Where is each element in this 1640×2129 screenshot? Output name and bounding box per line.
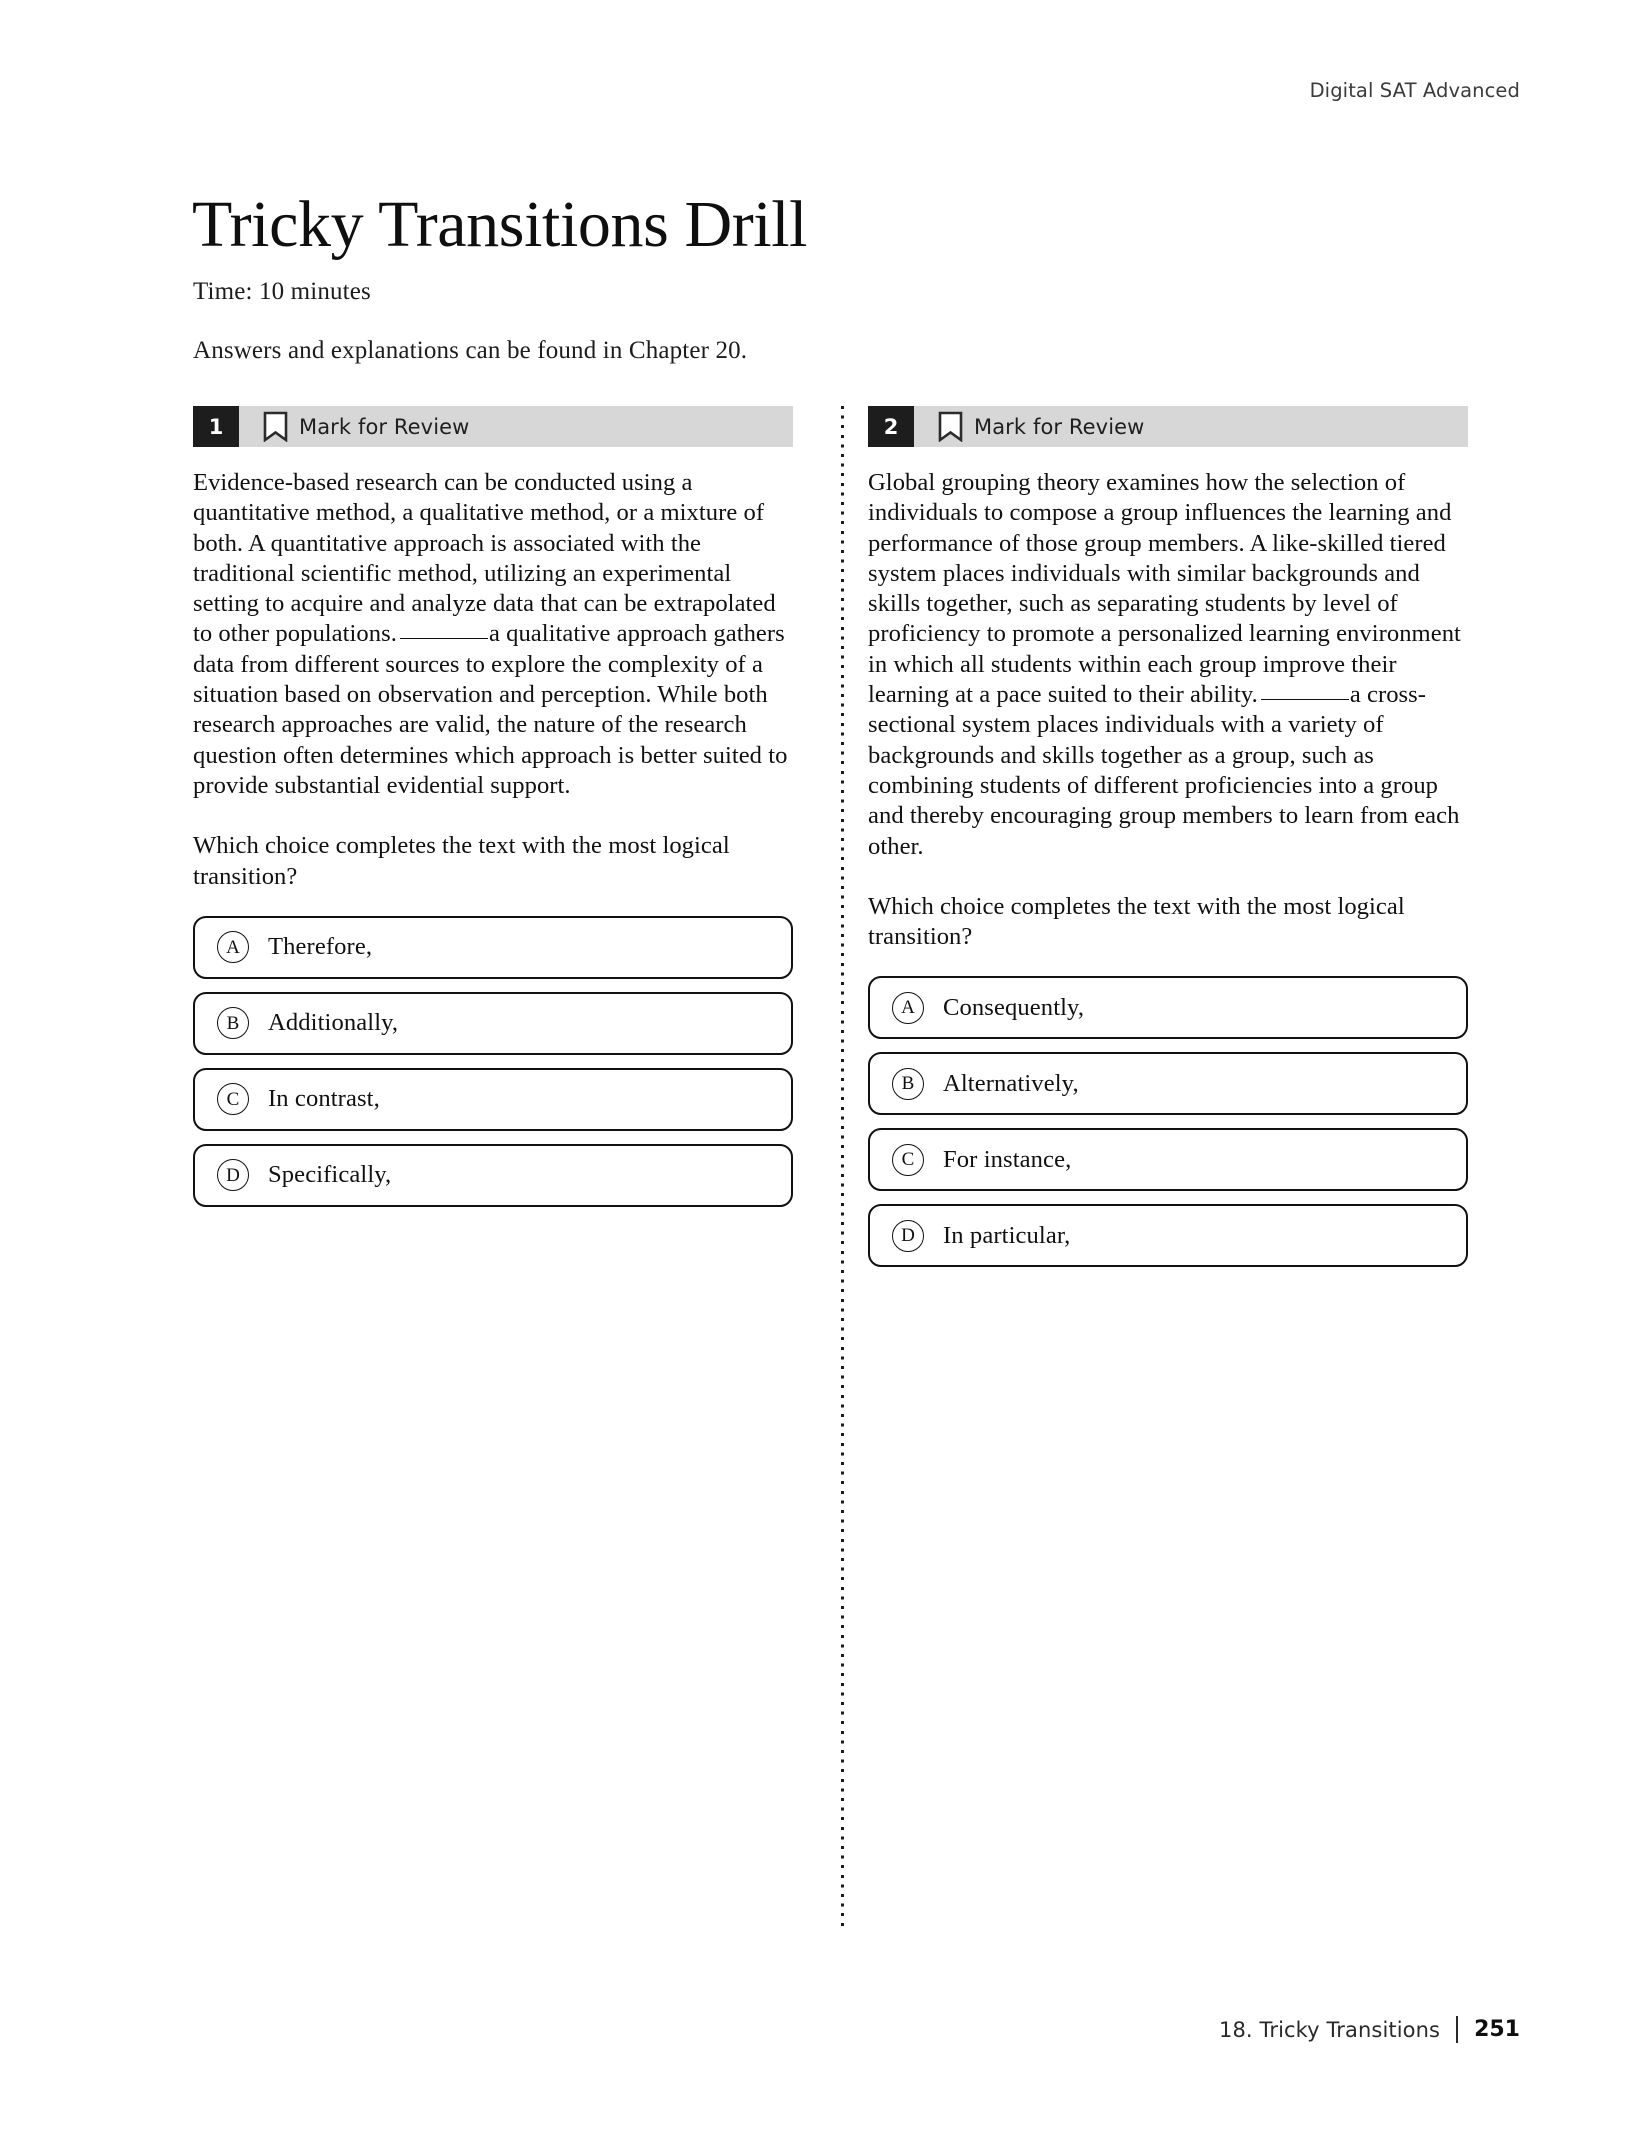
choice-letter: D <box>217 1159 249 1191</box>
passage-text-after-blank: a cross-sectional system places individuals with a variety of backgrounds and skills together as a group, such as combining students of different proficiencies into a group and thereby encouraging group members to learn from each other. <box>868 681 1460 860</box>
drill-answers-note: Answers and explanations can be found in Chapter 20. <box>193 337 748 364</box>
question-passage <box>193 468 793 801</box>
footer-divider <box>1456 2016 1458 2043</box>
question-passage <box>868 468 1468 862</box>
answer-choices <box>868 976 1468 1267</box>
bookmark-icon <box>938 411 963 442</box>
answer-choice-b[interactable] <box>193 992 793 1055</box>
question-2 <box>868 406 1468 1267</box>
answer-choice-a[interactable] <box>868 976 1468 1039</box>
passage-blank <box>400 638 488 639</box>
choice-text: In contrast, <box>268 1085 380 1113</box>
running-header: Digital SAT Advanced <box>1309 79 1520 102</box>
answer-choice-d[interactable] <box>193 1144 793 1207</box>
choice-text: Alternatively, <box>943 1069 1079 1097</box>
footer-chapter-label: 18. Tricky Transitions <box>1219 2017 1441 2042</box>
choice-letter: B <box>217 1007 249 1039</box>
choice-text: Therefore, <box>268 933 373 961</box>
answer-choices <box>193 916 793 1207</box>
answer-choice-b[interactable] <box>868 1052 1468 1115</box>
drill-time: Time: 10 minutes <box>193 278 371 305</box>
choice-letter: B <box>892 1068 924 1100</box>
choice-text: For instance, <box>943 1145 1072 1173</box>
answer-choice-a[interactable] <box>193 916 793 979</box>
answer-choice-c[interactable] <box>868 1128 1468 1191</box>
choice-text: Specifically, <box>268 1161 392 1189</box>
question-header-bar <box>868 406 1468 447</box>
choice-text: Additionally, <box>268 1009 399 1037</box>
footer-page-number: 251 <box>1474 2017 1520 2042</box>
question-stem: Which choice completes the text with the most logical transition? <box>193 832 730 890</box>
choice-letter: A <box>217 931 249 963</box>
passage-text-before-blank: Evidence-based research can be conducted using a quantitative method, a qualitative method, or a mixture of both. A quantitative approach is associated with the traditional scientific method, utilizing an experimental setting to acquire and analyze data that can be extrapolated to other populations. <box>193 469 776 648</box>
passage-text-before-blank: Global grouping theory examines how the selection of individuals to compose a group influences the learning and performance of those group members. A like-skilled tiered system places individuals with similar backgrounds and skills together, such as separating students by level of proficiency to promote a personalized learning environment in which all students within each group improve their learning at a pace suited to their ability. <box>868 469 1461 709</box>
choice-text: In particular, <box>943 1221 1071 1249</box>
choice-text: Consequently, <box>943 993 1085 1021</box>
question-number-badge: 2 <box>868 406 914 447</box>
mark-for-review-label: Mark for Review <box>299 414 470 439</box>
question-stem: Which choice completes the text with the most logical transition? <box>868 892 1405 951</box>
choice-letter: D <box>892 1220 924 1252</box>
question-1 <box>193 406 793 1207</box>
choice-letter: C <box>892 1144 924 1176</box>
choice-letter: C <box>217 1083 249 1115</box>
mark-for-review-label: Mark for Review <box>974 414 1145 439</box>
passage-text-after-blank: a qualitative approach gathers data from different sources to explore the complexity of a situation based on observation and perception. While both research approaches are valid, the nature of the research question often determines which approach is better suited to provide substantial evidential support. <box>193 620 788 799</box>
question-header-bar <box>193 406 793 447</box>
column-divider <box>841 406 844 1931</box>
mark-for-review-button[interactable] <box>239 406 469 447</box>
bookmark-icon <box>263 411 288 442</box>
question-number-badge: 1 <box>193 406 239 447</box>
page-footer <box>1219 2016 1520 2043</box>
answer-choice-c[interactable] <box>193 1068 793 1131</box>
choice-letter: A <box>892 992 924 1024</box>
answer-choice-d[interactable] <box>868 1204 1468 1267</box>
passage-blank <box>1261 699 1349 700</box>
mark-for-review-button[interactable] <box>914 406 1144 447</box>
page-title: Tricky Transitions Drill <box>192 188 808 262</box>
